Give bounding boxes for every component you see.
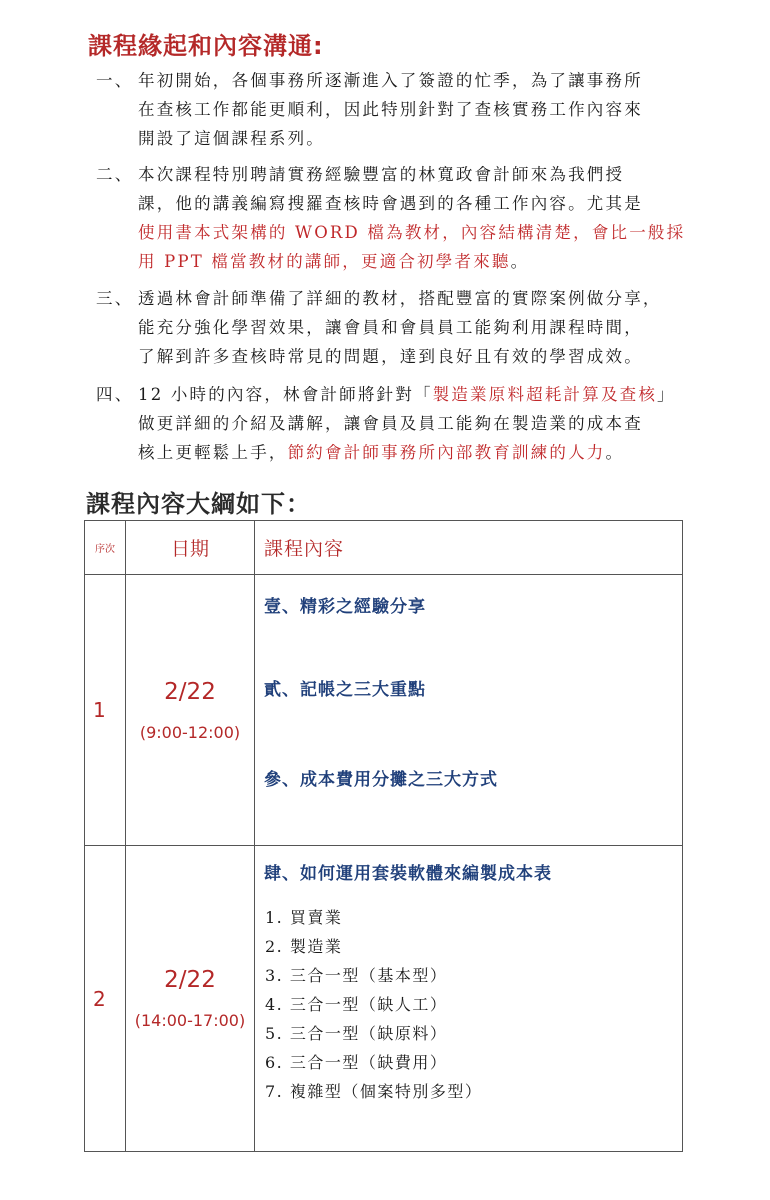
table-row: [85, 575, 683, 846]
paragraph-1: [96, 66, 706, 153]
row-time: (14:00-17:00): [134, 1011, 246, 1030]
paragraph-line: [138, 95, 706, 124]
text-run: 」: [657, 385, 676, 404]
paragraph-line: [138, 160, 706, 189]
text-run: 在查核工作都能更順利，因此特別針對了查核實務工作內容來: [138, 100, 643, 119]
highlight-text: 製造業原料超耗計算及查核: [432, 385, 658, 404]
row-date-cell: [126, 575, 255, 846]
header-content: 課程內容: [255, 521, 683, 575]
row-content: [255, 575, 683, 846]
text-run: 開設了這個課程系列。: [138, 129, 325, 148]
row-date: 2/22: [164, 967, 216, 993]
list-item: 6. 三合一型（缺費用）: [265, 1053, 448, 1072]
section-heading-outline: 課程內容大綱如下：: [86, 490, 311, 518]
paragraph-line: [138, 189, 706, 218]
header-seq: 序次: [85, 521, 126, 575]
paragraph-number: 四、: [96, 385, 134, 404]
paragraph-line: [138, 380, 706, 409]
row-date-cell: [126, 846, 255, 1152]
course-outline-table: [84, 520, 683, 1152]
table-header-row: [85, 521, 683, 575]
row-time: (9:00-12:00): [139, 722, 241, 742]
text-run: 。: [605, 443, 625, 462]
row-content: [255, 846, 683, 1152]
row-seq: 2: [85, 846, 126, 1152]
paragraph-number: 一、: [96, 71, 134, 90]
topic-title: 肆、如何運用套裝軟體來編製成本表: [264, 864, 552, 884]
row-seq: 1: [85, 575, 126, 846]
text-run: 做更詳細的介紹及講解，讓會員及員工能夠在製造業的成本查: [138, 414, 643, 433]
paragraph-line: [138, 284, 706, 313]
highlight-text: 使用書本式架構的 WORD 檔為教材，內容結構清楚，會比一般採: [138, 223, 686, 242]
paragraph-line: [138, 342, 706, 371]
text-run: 透過林會計師準備了詳細的教材，搭配豐富的實際案例做分享，: [138, 289, 662, 308]
row-date: 2/22: [164, 678, 216, 705]
paragraph-line: [138, 66, 706, 95]
paragraph-line: [138, 313, 706, 342]
topic-title: 貳、記帳之三大重點: [264, 680, 426, 700]
text-run: 核上更輕鬆上手，: [138, 443, 288, 462]
header-date: 日期: [126, 521, 255, 575]
paragraph-4: [96, 380, 706, 467]
list-item: 1. 買賣業: [265, 908, 343, 927]
sub-item-list: [265, 903, 482, 1106]
list-item: 4. 三合一型（缺人工）: [265, 995, 448, 1014]
list-item: 2. 製造業: [265, 937, 343, 956]
highlight-text: 用 PPT 檔當教材的講師，更適合初學者來聽: [138, 252, 511, 271]
text-run: 能充分強化學習效果，讓會員和會員員工能夠利用課程時間，: [138, 318, 643, 337]
paragraph-line: [138, 438, 706, 467]
list-item: 5. 三合一型（缺原料）: [265, 1024, 448, 1043]
paragraph-line: [138, 124, 706, 153]
list-item: 7. 複雜型（個案特別多型）: [265, 1082, 483, 1101]
text-run: 。: [510, 252, 530, 271]
text-run: 了解到許多查核時常見的問題，達到良好且有效的學習成效。: [138, 347, 643, 366]
text-run: 年初開始，各個事務所逐漸進入了簽證的忙季，為了讓事務所: [138, 71, 643, 90]
highlight-text: 節約會計師事務所內部教育訓練的人力: [287, 443, 606, 462]
paragraph-number: 二、: [96, 165, 134, 184]
paragraph-line: [138, 218, 706, 247]
topic-title: 參、成本費用分攤之三大方式: [264, 770, 498, 790]
paragraph-2: [96, 160, 706, 276]
table-row: [85, 846, 683, 1152]
paragraph-line: [138, 247, 706, 276]
text-run: 本次課程特別聘請實務經驗豐富的林寬政會計師來為我們授: [138, 165, 625, 184]
text-run: 課，他的講義編寫搜羅查核時會遇到的各種工作內容。尤其是: [138, 194, 643, 213]
section-heading-origin: 課程緣起和內容溝通:: [88, 32, 324, 60]
paragraph-number: 三、: [96, 289, 134, 308]
topic-title: 壹、精彩之經驗分享: [264, 597, 426, 617]
text-run: 12 小時的內容，林會計師將針對「: [138, 385, 433, 404]
list-item: 3. 三合一型（基本型）: [265, 966, 448, 985]
paragraph-line: [138, 409, 706, 438]
paragraph-3: [96, 284, 706, 371]
